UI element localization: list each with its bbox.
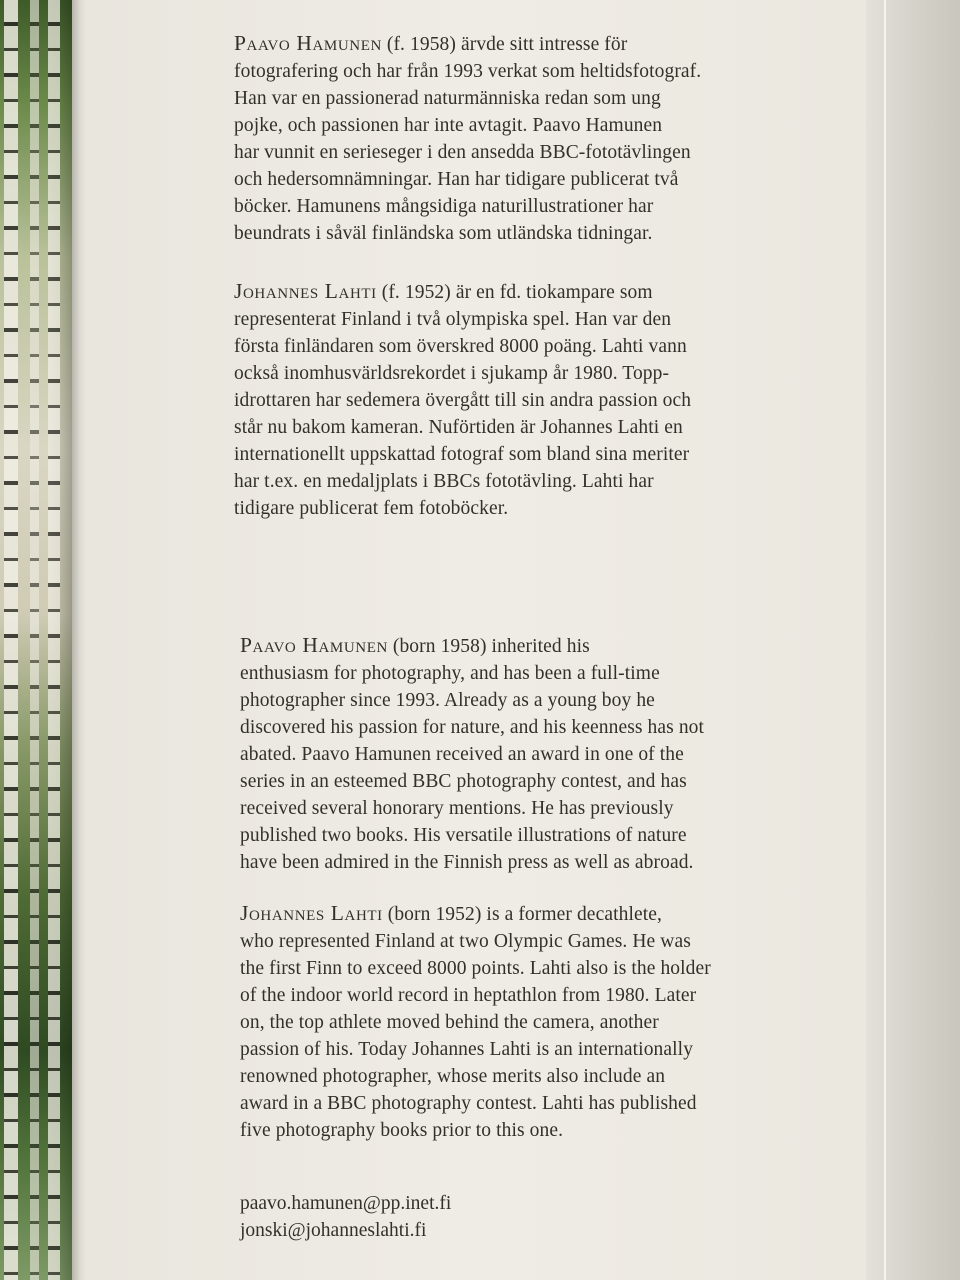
bio-swedish-hamunen — [234, 30, 794, 247]
bio-text: (f. 1952) är en fd. tiokampare som representerat Finland i två olympiska spel. Han var den första finländaren som överskred 8000 poäng. Lahti vann också inomhusvärldsrekordet i sjukamp år 1980. Topp- idrottaren har sedemera övergått till sin andra passion och står nu bakom kameran. Nuförtiden är Johannes Lahti en internationellt uppskattad fotograf som bland sina meriter har t.ex. en medaljplats i BBCs fototävling. Lahti har tidigare publicerat fem fotoböcker. — [234, 282, 692, 519]
author-name: Paavo Hamunen — [234, 31, 382, 55]
bio-paragraph — [234, 278, 794, 522]
bio-english-hamunen — [240, 632, 800, 876]
author-name: Johannes Lahti — [234, 279, 377, 303]
email-lahti: jonski@johanneslahti.fi — [240, 1220, 427, 1241]
email-hamunen: paavo.hamunen@pp.inet.fi — [240, 1193, 452, 1214]
birch-trunk — [48, 0, 60, 1280]
bio-text: (born 1952) is a former decathlete, who represented Finland at two Olympic Games. He was the first Finn to exceed 8000 points. Lahti also is the holder of the indoor world record in heptathlon from 1980. Later on, the top athlete moved behind the camera, another passion of his. Today Johannes Lahti is an internationally renowned photographer, whose merits also include an award in a BBC photography contest. Lahti has published five photography books prior to this one. — [240, 904, 711, 1141]
spine-shadow — [72, 0, 86, 1280]
author-name: Paavo Hamunen — [240, 633, 388, 657]
bio-paragraph — [240, 900, 800, 1144]
page-edge — [866, 0, 960, 1280]
bio-text: (f. 1958) ärvde sitt intresse för fotografering och har från 1993 verkat som heltidsfotograf. Han var en passionerad naturmänniska redan som ung pojke, och passionen har inte avtagit. Paavo Hamunen har vunnit en serieseger i den ansedda BBC-fototävlingen och hedersomnämningar. Han har tidigare publicerat två böcker. Hamunens mångsidiga naturillustrationer har beundrats i såväl finländska som utländska tidningar. — [234, 34, 702, 244]
bio-swedish-lahti — [234, 278, 794, 522]
contact-emails — [240, 1190, 451, 1244]
cover-photo-strip — [0, 0, 72, 1280]
bio-text: (born 1958) inherited his enthusiasm for photography, and has been a full-time photographer since 1993. Already as a young boy he discovered his passion for nature, and his keenness has not abated. Paavo Hamunen received an award in one of the series in an esteemed BBC photography contest, and has received several honorary mentions. He has previously published two books. His versatile illustrations of nature have been admired in the Finnish press as well as abroad. — [240, 636, 705, 873]
author-name: Johannes Lahti — [240, 901, 383, 925]
birch-trunk — [30, 0, 39, 1280]
birch-trunk — [4, 0, 18, 1280]
bio-paragraph — [240, 632, 800, 876]
bio-english-lahti — [240, 900, 800, 1144]
bio-paragraph — [234, 30, 794, 247]
